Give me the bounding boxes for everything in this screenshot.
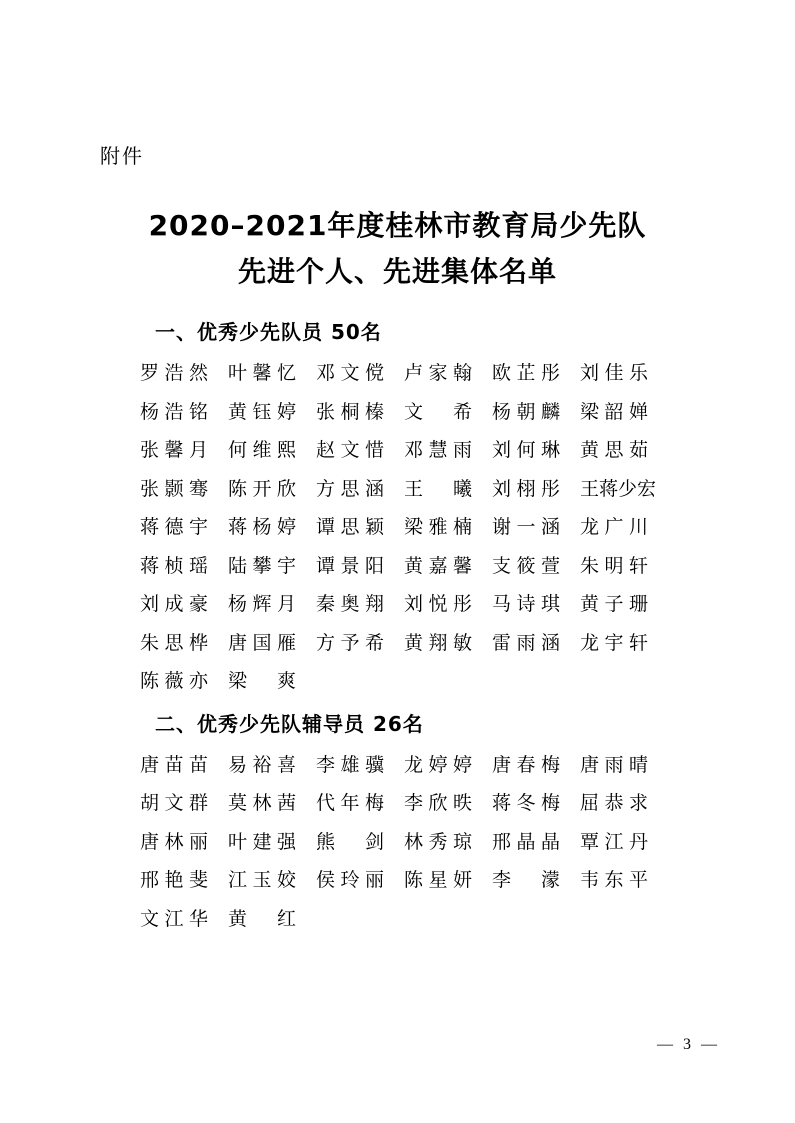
person-name: 罗浩然 — [140, 363, 208, 384]
name-row — [140, 394, 685, 433]
document-title-line1: 2020–2021年度桂林市教育局少先队 — [148, 209, 647, 242]
person-name: 赵文惜 — [316, 440, 384, 461]
person-name: 代年梅 — [316, 793, 384, 814]
name-row — [140, 432, 685, 471]
person-name: 林秀琼 — [404, 831, 472, 853]
person-name: 龙广川 — [580, 517, 648, 538]
person-name: 胡文群 — [140, 793, 208, 814]
person-name: 黄子珊 — [580, 594, 648, 615]
person-name: 陈开欣 — [228, 478, 296, 500]
person-name: 邢艳斐 — [140, 870, 208, 891]
person-name: 秦奥翔 — [316, 594, 384, 615]
person-name: 黄嘉馨 — [404, 555, 472, 577]
person-name: 文江华 — [140, 908, 208, 930]
person-name: 唐国雁 — [228, 632, 296, 654]
person-name: 邢晶晶 — [492, 831, 560, 853]
section-heading: 一、优秀少先队员 50名 — [155, 320, 382, 344]
document-title-line2: 先进个人、先进集体名单 — [237, 255, 557, 288]
person-name: 张颢骞 — [140, 478, 208, 500]
page-number: — 3 — — [657, 1036, 720, 1053]
name-row — [140, 747, 685, 786]
person-name: 唐林丽 — [140, 831, 208, 853]
attachment-label: 附件 — [100, 146, 144, 168]
person-name: 易裕喜 — [228, 754, 296, 776]
name-row — [140, 785, 685, 824]
name-row — [140, 625, 685, 664]
person-name: 熊剑 — [316, 831, 384, 853]
section-heading: 二、优秀少先队辅导员 26名 — [155, 711, 424, 736]
person-name: 邓文傥 — [316, 363, 384, 384]
person-name: 叶馨忆 — [228, 363, 296, 384]
person-name: 张桐榛 — [316, 401, 384, 423]
person-name: 谭思颖 — [316, 517, 384, 538]
person-name: 梁雅楠 — [404, 517, 472, 538]
person-name: 蒋桢瑶 — [140, 555, 208, 577]
person-name: 马诗琪 — [492, 594, 560, 615]
person-name: 龙婷婷 — [404, 754, 472, 776]
person-name: 王蒋少宏 — [580, 478, 657, 500]
person-name: 王曦 — [404, 478, 472, 500]
person-name: 刘佳乐 — [580, 363, 648, 384]
person-name: 谢一涵 — [492, 517, 560, 538]
person-name: 李欣昳 — [404, 793, 472, 814]
person-name: 梁爽 — [228, 671, 296, 692]
person-name: 何维熙 — [228, 440, 296, 461]
name-row — [140, 548, 685, 587]
person-name: 龙宇轩 — [580, 632, 648, 654]
person-name: 屈恭求 — [580, 793, 648, 814]
person-name: 文希 — [404, 401, 472, 423]
person-name: 李雄骥 — [316, 754, 384, 776]
name-row — [140, 471, 685, 510]
document-body — [140, 310, 685, 939]
person-name: 江玉姣 — [228, 870, 296, 891]
person-name: 卢家翰 — [404, 363, 472, 384]
person-name: 雷雨涵 — [492, 632, 560, 654]
person-name: 欧芷彤 — [492, 363, 560, 384]
name-row — [140, 824, 685, 863]
person-name: 黄红 — [228, 908, 296, 930]
person-name: 李濛 — [492, 870, 560, 891]
name-row — [140, 663, 685, 702]
person-name: 唐春梅 — [492, 754, 560, 776]
person-name: 陆攀宇 — [228, 555, 296, 577]
person-name: 覃江丹 — [580, 831, 648, 853]
person-name: 蒋冬梅 — [492, 793, 560, 814]
person-name: 刘成豪 — [140, 594, 208, 615]
person-name: 杨辉月 — [228, 594, 296, 615]
person-name: 唐雨晴 — [580, 754, 648, 776]
person-name: 黄翔敏 — [404, 632, 472, 654]
name-row — [140, 509, 685, 548]
person-name: 陈薇亦 — [140, 671, 208, 692]
person-name: 刘悦彤 — [404, 594, 472, 615]
person-name: 杨朝麟 — [492, 401, 560, 423]
person-name: 支筱萱 — [492, 555, 560, 577]
person-name: 朱思桦 — [140, 632, 208, 654]
person-name: 唐苗苗 — [140, 754, 208, 776]
person-name: 刘何琳 — [492, 440, 560, 461]
person-name: 黄思茹 — [580, 440, 648, 461]
person-name: 邓慧雨 — [404, 440, 472, 461]
name-row — [140, 901, 685, 940]
name-row — [140, 355, 685, 394]
person-name: 侯玲丽 — [316, 870, 384, 891]
person-name: 黄钰婷 — [228, 401, 296, 423]
person-name: 朱明轩 — [580, 555, 648, 577]
person-name: 蒋德宇 — [140, 517, 208, 538]
person-name: 梁韶婵 — [580, 401, 648, 423]
person-name: 韦东平 — [580, 870, 648, 891]
person-name: 刘栩彤 — [492, 478, 560, 500]
person-name: 莫林茜 — [228, 793, 296, 814]
name-row — [140, 586, 685, 625]
person-name: 方予希 — [316, 632, 384, 654]
person-name: 蒋杨婷 — [228, 517, 296, 538]
person-name: 张馨月 — [140, 440, 208, 461]
person-name: 叶建强 — [228, 831, 296, 853]
person-name: 谭景阳 — [316, 555, 384, 577]
person-name: 杨浩铭 — [140, 401, 208, 423]
person-name: 方思涵 — [316, 478, 384, 500]
name-row — [140, 862, 685, 901]
person-name: 陈星妍 — [404, 870, 472, 891]
